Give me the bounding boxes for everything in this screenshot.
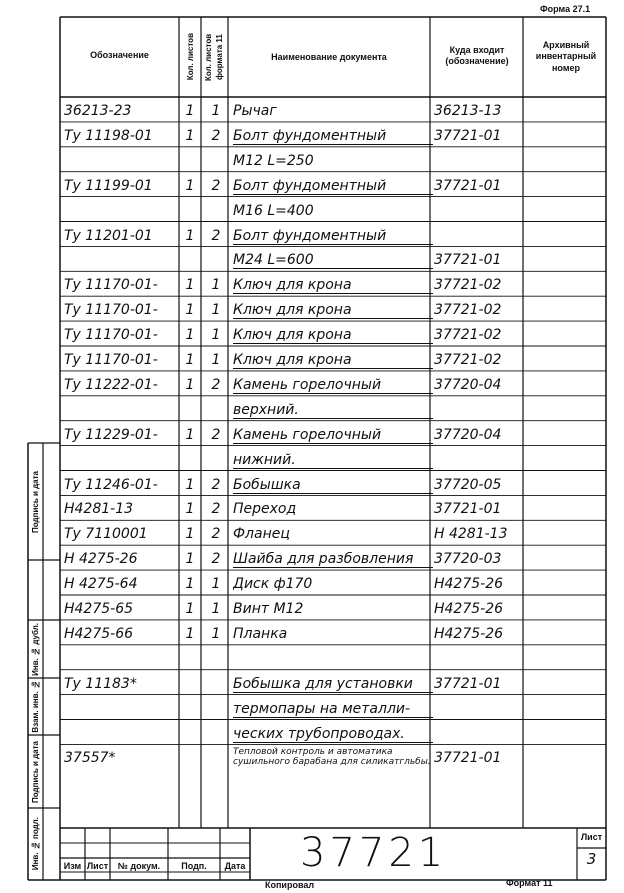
cell-designation: Ту 11198-01 xyxy=(64,128,153,143)
cell-designation: Ту 11170-01- xyxy=(64,278,158,293)
header-sheets-count: Кол. листов xyxy=(186,33,195,81)
doc-number: 37721 xyxy=(300,830,448,876)
cell-sheets-format: 1 xyxy=(211,104,221,118)
cell-sheets-format: 1 xyxy=(211,278,221,293)
table-row xyxy=(60,271,606,296)
cell-sheets-count: 1 xyxy=(185,626,195,641)
cell-sheets-count: 1 xyxy=(185,427,195,442)
side-label-sign-date-2: Подпись и дата xyxy=(31,470,40,533)
cell-doc-name: верхний. xyxy=(233,403,433,419)
header-doc-name: Наименование документа xyxy=(271,52,387,62)
table-row xyxy=(60,197,606,222)
cell-doc-name: термопары на металли- xyxy=(233,702,433,718)
cell-designation: Ту 11170-01- xyxy=(64,353,158,367)
cell-designation: Ту 11222-01- xyxy=(64,377,158,392)
cell-designation: Ту 11229-01- xyxy=(64,427,158,442)
cell-doc-name: Винт М12 xyxy=(233,602,304,616)
cell-where-used: 37721-01 xyxy=(434,253,502,268)
table-row xyxy=(60,595,606,620)
cell-sheets-count: 1 xyxy=(185,577,195,592)
cell-sheets-format: 2 xyxy=(211,502,221,517)
title-col-sign: Подп. xyxy=(181,861,207,871)
cell-where-used: 37721-02 xyxy=(434,303,502,318)
header-where-used: Куда входит (обозначение) xyxy=(445,45,509,67)
cell-doc-name: Планка xyxy=(233,626,288,641)
table-row xyxy=(60,346,606,371)
cell-sheets-format: 2 xyxy=(211,477,221,492)
cell-sheets-count: 1 xyxy=(185,328,195,343)
title-col-date: Дата xyxy=(224,861,246,871)
table-row xyxy=(60,695,606,720)
cell-sheets-count: 1 xyxy=(185,377,195,392)
cell-where-used: 37721-01 xyxy=(434,502,502,517)
table-row xyxy=(60,670,606,695)
table-row xyxy=(60,222,606,247)
cell-where-used: 37721-01 xyxy=(434,676,502,691)
cell-where-used: Н4275-26 xyxy=(434,626,504,641)
table-row xyxy=(60,720,606,745)
cell-sheets-count: 1 xyxy=(185,104,195,118)
table-row xyxy=(60,570,606,595)
cell-sheets-count: 1 xyxy=(185,527,195,542)
side-cell-inv-podl xyxy=(28,808,43,880)
cell-doc-name: Ключ для крона xyxy=(233,328,433,344)
cell-doc-name: М16 L=400 xyxy=(233,203,314,218)
cell-sheets-format: 1 xyxy=(211,303,221,318)
cell-sheets-format: 1 xyxy=(211,602,221,616)
sheet-label: Лист xyxy=(580,832,603,842)
table-row xyxy=(60,321,606,346)
header-sheets-format-cell xyxy=(202,19,228,95)
cell-sheets-format: 1 xyxy=(211,353,221,367)
table-row xyxy=(60,246,606,271)
side-cell-sign-date-2 xyxy=(28,443,43,560)
cell-sheets-format: 2 xyxy=(211,128,221,143)
cell-doc-name: Бобышка для установки xyxy=(233,677,433,693)
table-row xyxy=(60,122,606,147)
cell-sheets-count: 1 xyxy=(185,278,195,293)
cell-doc-name: Бобышка xyxy=(233,478,433,494)
side-label-sign-date-1: Подпись и дата xyxy=(31,740,40,803)
cell-doc-name: Рычаг xyxy=(233,104,277,118)
cell-sheets-count: 1 xyxy=(185,477,195,492)
cell-where-used: 36213-13 xyxy=(434,104,502,118)
cell-doc-name: Ключ для крона xyxy=(233,353,433,369)
cell-where-used: 37721-01 xyxy=(434,751,502,766)
side-cell-inv-dubl xyxy=(28,620,43,678)
cell-sheets-count: 1 xyxy=(185,178,195,193)
header-archive-no: Архивный инвентарный номер xyxy=(535,40,597,73)
cell-designation: Н 4275-26 xyxy=(64,552,138,567)
cell-doc-name: Диск ф170 xyxy=(233,577,313,592)
form-label: Форма 27.1 xyxy=(540,4,591,14)
table-row xyxy=(60,421,606,446)
cell-doc-name: Тепловой контроль и автоматика сушильного барабана для силикатгльбы. xyxy=(233,747,431,768)
table-row xyxy=(60,545,606,570)
table-row xyxy=(60,620,606,645)
cell-doc-name: Шайба для разбовления xyxy=(233,552,433,568)
cell-sheets-format: 2 xyxy=(211,178,221,193)
side-cell-vzam-inv xyxy=(28,678,43,735)
cell-designation: Н4281-13 xyxy=(64,502,134,517)
cell-sheets-format: 2 xyxy=(211,427,221,442)
cell-sheets-format: 2 xyxy=(211,377,221,392)
sheet-number: 3 xyxy=(586,850,597,868)
side-label-vzam-inv: Взам. инв. № xyxy=(31,680,40,733)
cell-designation: Ту 11199-01 xyxy=(64,178,153,193)
table-row xyxy=(60,147,606,172)
title-col-doc: № докум. xyxy=(117,861,161,871)
cell-where-used: Н4275-26 xyxy=(434,602,504,616)
header-sheets-count-cell xyxy=(180,19,201,95)
table-row xyxy=(60,396,606,421)
cell-where-used: 37720-03 xyxy=(434,552,502,567)
table-row xyxy=(60,371,606,396)
table-row xyxy=(60,744,606,769)
cell-sheets-count: 1 xyxy=(185,552,195,567)
title-col-izm: Изм xyxy=(63,861,82,871)
table-row xyxy=(60,471,606,496)
cell-sheets-count: 1 xyxy=(185,128,195,143)
cell-designation: Ту 11170-01- xyxy=(64,303,158,318)
cell-designation: Н4275-65 xyxy=(64,602,134,616)
cell-sheets-format: 2 xyxy=(211,228,221,243)
cell-sheets-format: 1 xyxy=(211,328,221,343)
cell-doc-name: Болт фундоментный xyxy=(233,179,433,195)
table-row xyxy=(60,520,606,545)
cell-doc-name: Ключ для крона xyxy=(233,278,433,294)
cell-where-used: 37721-01 xyxy=(434,128,502,143)
footer-copied: Копировал xyxy=(265,880,315,890)
cell-sheets-count: 1 xyxy=(185,602,195,616)
side-label-inv-podl: Инв. № подл. xyxy=(31,817,40,871)
cell-where-used: Н 4281-13 xyxy=(434,527,508,542)
side-label-inv-dubl: Инв. № дубл. xyxy=(31,622,40,676)
cell-doc-name: Ключ для крона xyxy=(233,303,433,319)
cell-designation: 37557* xyxy=(64,751,116,766)
cell-designation: Ту 7110001 xyxy=(64,527,148,542)
cell-designation: Ту 11170-01- xyxy=(64,328,158,343)
title-col-list: Лист xyxy=(86,861,109,871)
header-designation: Обозначение xyxy=(90,50,149,60)
cell-sheets-count: 1 xyxy=(185,303,195,318)
header-sheets-format: Кол. листов формата 11 xyxy=(204,33,224,81)
cell-doc-name: Камень горелочный xyxy=(233,428,433,444)
table-row xyxy=(60,97,606,122)
cell-doc-name: Фланец xyxy=(233,527,290,542)
cell-where-used: 37720-04 xyxy=(434,427,502,442)
cell-designation: Ту 11183* xyxy=(64,676,137,691)
cell-where-used: 37721-02 xyxy=(434,328,502,343)
cell-sheets-count: 1 xyxy=(185,228,195,243)
cell-doc-name: Болт фундоментный xyxy=(233,229,433,245)
cell-where-used: 37721-01 xyxy=(434,178,502,193)
table-row xyxy=(60,296,606,321)
cell-doc-name: Камень горелочный xyxy=(233,378,433,394)
cell-sheets-format: 1 xyxy=(211,626,221,641)
cell-where-used: 37721-02 xyxy=(434,278,502,293)
cell-sheets-format: 1 xyxy=(211,577,221,592)
cell-where-used: Н4275-26 xyxy=(434,577,504,592)
cell-designation: Н 4275-64 xyxy=(64,577,138,592)
table-row xyxy=(60,172,606,197)
cell-doc-name: Переход xyxy=(233,502,297,517)
cell-where-used: 37721-02 xyxy=(434,353,502,367)
cell-where-used: 37720-04 xyxy=(434,377,502,392)
cell-doc-name: ческих трубопроводах. xyxy=(233,727,433,743)
cell-designation: Ту 11201-01 xyxy=(64,228,153,243)
footer-format: Формат 11 xyxy=(506,878,553,888)
cell-designation: 36213-23 xyxy=(64,104,132,118)
cell-sheets-count: 1 xyxy=(185,353,195,367)
table-row xyxy=(60,645,606,670)
cell-sheets-format: 2 xyxy=(211,552,221,567)
cell-designation: Н4275-66 xyxy=(64,626,134,641)
cell-where-used: 37720-05 xyxy=(434,477,502,492)
cell-doc-name: М12 L=250 xyxy=(233,153,314,168)
cell-sheets-count: 1 xyxy=(185,502,195,517)
table-row xyxy=(60,446,606,471)
cell-doc-name: нижний. xyxy=(233,453,433,469)
table-row xyxy=(60,495,606,520)
cell-designation: Ту 11246-01- xyxy=(64,477,158,492)
side-cell-sign-date-1 xyxy=(28,735,43,808)
cell-sheets-format: 2 xyxy=(211,527,221,542)
cell-doc-name: М24 L=600 xyxy=(233,253,433,269)
cell-doc-name: Болт фундоментный xyxy=(233,129,433,145)
